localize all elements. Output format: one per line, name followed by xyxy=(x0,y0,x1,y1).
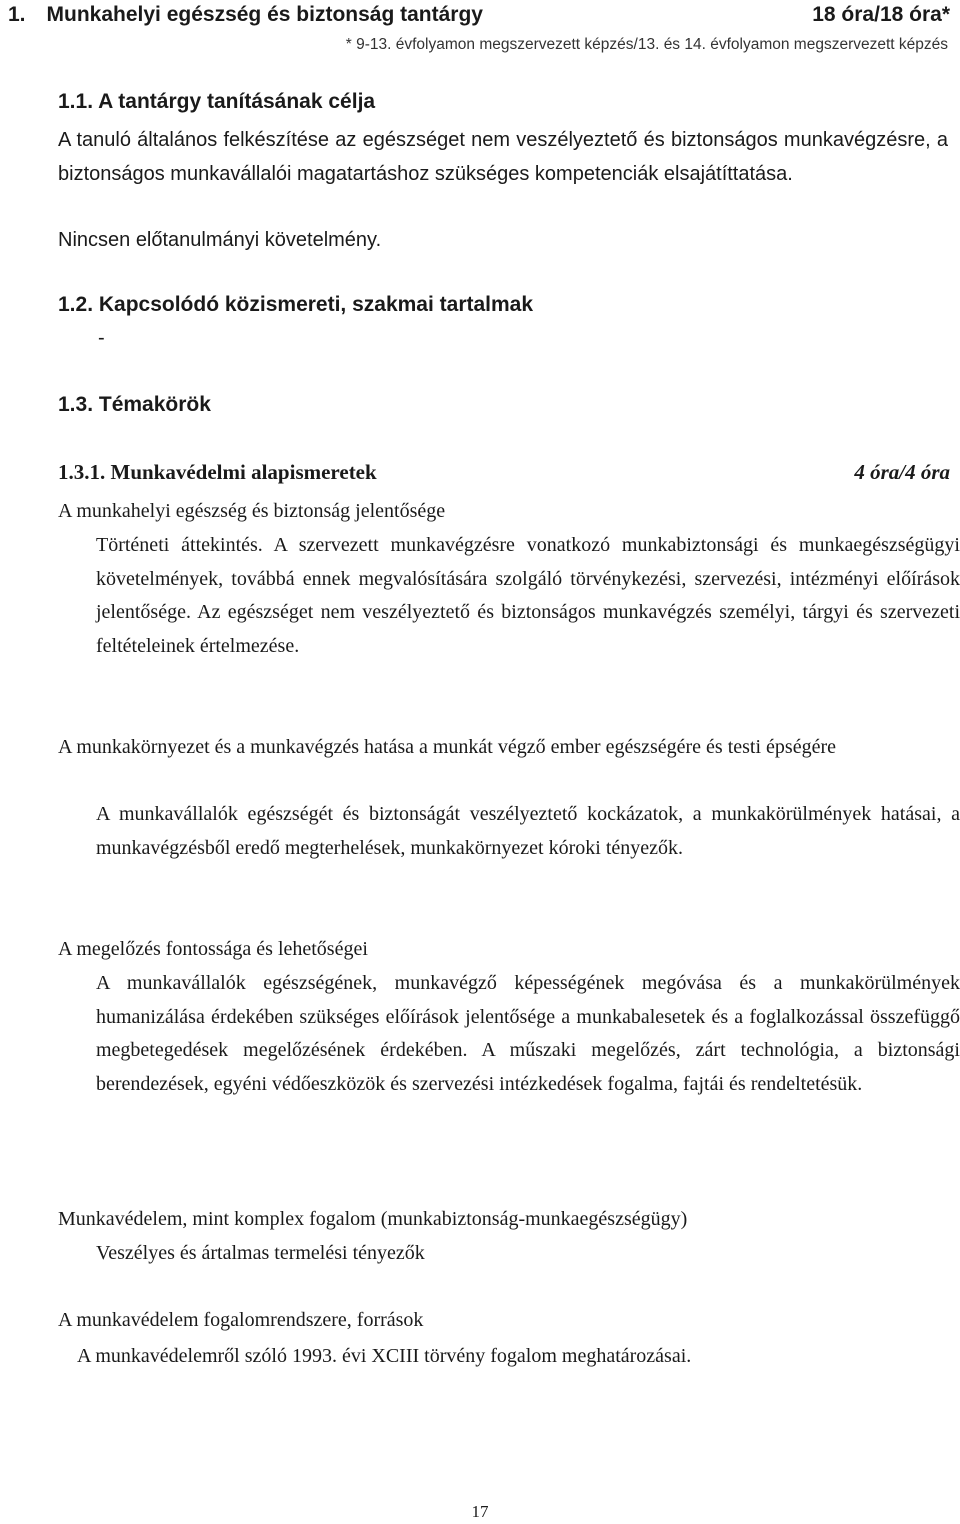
section-1-2-dash: - xyxy=(98,327,105,349)
hours-footnote: * 9-13. évfolyamon megszervezett képzés/13. és 14. évfolyamon megszervezett képzés xyxy=(345,36,948,53)
topic-title: A munkakörnyezet és a munkavégzés hatása a munkát végző ember egészségére és testi épségére xyxy=(58,736,836,758)
section-1-3-1-heading: 1.3.1. Munkavédelmi alapismeretek xyxy=(58,460,377,484)
page-number: 17 xyxy=(471,1502,489,1521)
section-1-3-1-hours: 4 óra/4 óra xyxy=(854,460,950,484)
section-1-3-heading: 1.3. Témakörök xyxy=(58,393,211,416)
section-1-1-text: A tanuló általános felkészítése az egészséget nem veszélyeztető és biztonságos munkavégzésre, a biztonságos munkavállalói magatartáshoz szükséges kompetenciák elsajátíttatása. xyxy=(58,129,948,185)
topic-title: A munkahelyi egészség és biztonság jelentősége xyxy=(58,500,446,522)
topic-body: Veszélyes és ártalmas termelési tényezők xyxy=(96,1242,425,1264)
topic-body: A munkavállalók egészségét és biztonságát veszélyeztető kockázatok, a munkakörülmények hatásai, a munkavégzésből eredő megterhelések, munkakörnyezet kóroki tényezők. xyxy=(96,803,960,859)
topic-body: Történeti áttekintés. A szervezett munkavégzésre vonatkozó munkabiztonsági és munkaegészségügyi követelmények, továbbá ennek megvalósítására szolgáló törvénykezési, szervezési, intézményi előírások jelentősége. Az egészséget nem veszélyeztető és biztonságos munkavégzés személyi, tárgyi és szervezeti feltételeinek értelmezése. xyxy=(96,534,960,657)
topic-title: Munkavédelem, mint komplex fogalom (munkabiztonság-munkaegészségügy) xyxy=(58,1208,688,1230)
document-hours: 18 óra/18 óra* xyxy=(812,3,950,26)
topic-title: A munkavédelem fogalomrendszere, források xyxy=(58,1309,424,1331)
document-title: 1. Munkahelyi egészség és biztonság tantárgy xyxy=(8,3,483,26)
topic-title: A megelőzés fontossága és lehetőségei xyxy=(58,938,368,960)
section-1-2-heading: 1.2. Kapcsolódó közismereti, szakmai tartalmak xyxy=(58,293,534,316)
section-1-1-heading: 1.1. A tantárgy tanításának célja xyxy=(58,90,376,113)
section-1-1-prereq: Nincsen előtanulmányi követelmény. xyxy=(58,229,382,251)
document-title-row xyxy=(8,3,950,27)
topic-body: A munkavédelemről szóló 1993. évi XCIII törvény fogalom meghatározásai. xyxy=(77,1345,692,1367)
topic-body: A munkavállalók egészségének, munkavégző képességének megóvása és a munkakörülmények humanizálása érdekében szükséges előírások jelentősége a munkabalesetek és a foglalkozással összefüggő megbetegedések megelőzésének érdekében. A műszaki megelőzés, zárt technológia, a biztonsági berendezések, egyéni védőeszközök és szervezési intézkedések fogalma, fajtái és rendeltetésük. xyxy=(96,972,960,1095)
